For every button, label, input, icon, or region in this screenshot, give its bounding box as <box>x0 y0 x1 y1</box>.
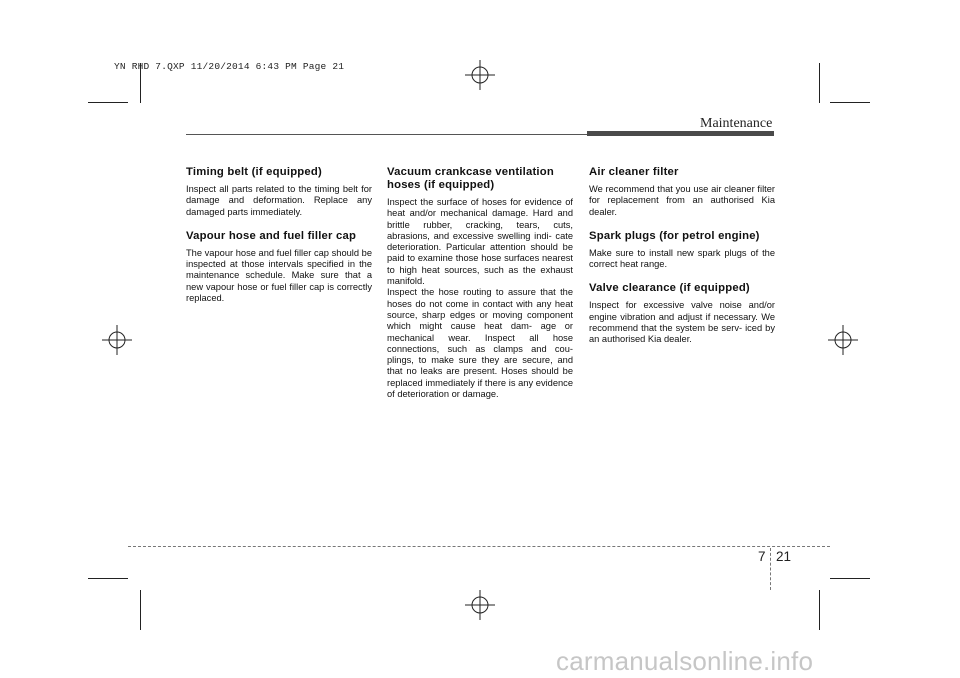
section-paragraph: Make sure to install new spark plugs of the correct heat range. <box>589 247 775 270</box>
page-number: 21 <box>776 549 792 564</box>
column-1 <box>186 166 372 304</box>
registration-mark-icon <box>102 325 132 355</box>
page-number-divider <box>770 548 772 590</box>
crop-mark <box>830 102 870 103</box>
section-paragraph: Inspect the hose routing to assure that the hoses do not come in contact with any heat source, sharp edges or moving component which might cause heat dam- age or mechanical wear. Inspect all hose connections, such as clamps and cou- plings, to make sure they are secure, and that no leaks are present. Hoses should be replaced immediately if there is any evidence of deterioration or damage. <box>387 287 573 400</box>
crop-mark <box>88 578 128 579</box>
footer-rule <box>128 546 830 547</box>
registration-mark-icon <box>828 325 858 355</box>
section-paragraph: We recommend that you use air cleaner filter for replacement from an authorised Kia dealer. <box>589 184 775 217</box>
crop-mark <box>140 590 141 630</box>
chapter-number: 7 <box>758 549 766 564</box>
column-2 <box>387 166 573 400</box>
crop-mark <box>819 590 820 630</box>
section-paragraph: Inspect the surface of hoses for evidence of heat and/or mechanical damage. Hard and brittle rubber, cracking, tears, cuts, abrasions, and excessive swelling indi- cate deterioration. Particular attention should be paid to examine those hose surfaces nearest to high heat sources, such as the exhaust manifold. <box>387 197 573 287</box>
crop-mark <box>819 63 820 103</box>
header-rule-accent <box>587 131 774 136</box>
section-heading: Vacuum crankcase ventilation hoses (if equipped) <box>387 166 554 191</box>
column-3 <box>589 166 775 346</box>
section-heading: Air cleaner filter <box>589 166 679 178</box>
section-heading: Spark plugs (for petrol engine) <box>589 229 760 242</box>
registration-mark-icon <box>465 590 495 620</box>
watermark: carmanualsonline.info <box>556 646 814 676</box>
section-paragraph: Inspect all parts related to the timing belt for damage and deformation. Replace any damaged parts immediately. <box>186 184 372 217</box>
crop-mark <box>88 102 128 103</box>
crop-mark <box>830 578 870 579</box>
section-heading: Timing belt (if equipped) <box>186 166 322 178</box>
section-paragraph: Inspect for excessive valve noise and/or engine vibration and adjust if necessary. We recommend that the system be serv- iced by an authorised Kia dealer. <box>589 300 775 345</box>
print-slug: YN RHD 7.QXP 11/20/2014 6:43 PM Page 21 <box>114 61 345 72</box>
registration-mark-icon <box>465 60 495 90</box>
section-heading: Vapour hose and fuel filler cap <box>186 229 357 242</box>
section-heading: Valve clearance (if equipped) <box>589 282 750 295</box>
section-paragraph: The vapour hose and fuel filler cap should be inspected at those intervals specified in the maintenance schedule. Make sure that a new vapour hose or fuel filler cap is correctly replaced. <box>186 247 372 304</box>
section-title: Maintenance <box>700 116 773 131</box>
